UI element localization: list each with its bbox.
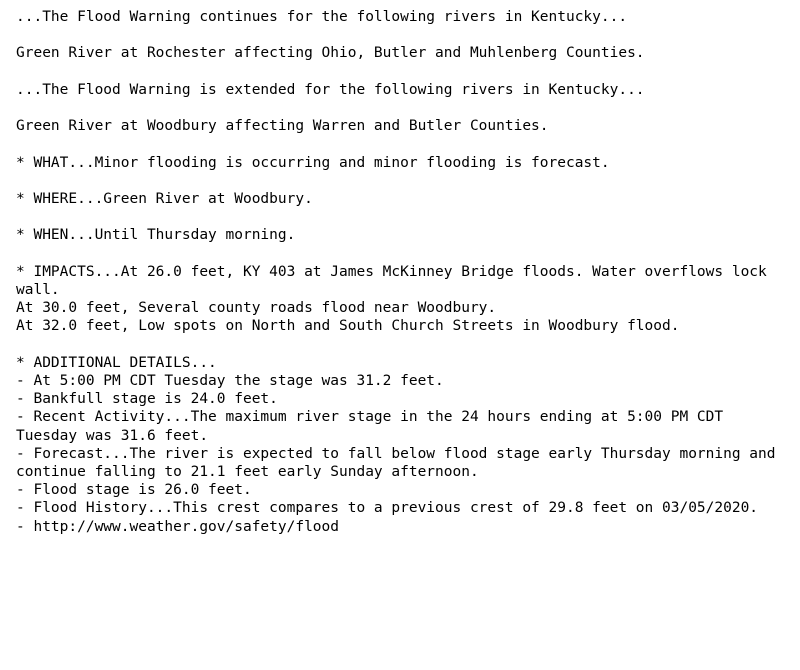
paragraph-spacer [16, 99, 784, 117]
bulletin-line: - Recent Activity...The maximum river stage in the 24 hours ending at 5:00 PM CDT Tuesday was 31.6 feet. [16, 409, 732, 444]
bulletin-line: At 32.0 feet, Low spots on North and South Church Streets in Woodbury flood. [16, 318, 680, 335]
paragraph-spacer [16, 26, 784, 44]
bulletin-line: - Flood History...This crest compares to a previous crest of 29.8 feet on 03/05/2020. [16, 500, 759, 517]
bulletin-line: ...The Flood Warning continues for the following rivers in Kentucky... [16, 9, 628, 25]
bulletin-line: * WHAT...Minor flooding is occurring and minor flooding is forecast. [16, 154, 610, 171]
bulletin-line: - At 5:00 PM CDT Tuesday the stage was 31.2 feet. [16, 372, 444, 389]
bulletin-line: - http://www.weather.gov/safety/flood [16, 518, 340, 535]
paragraph-spacer [16, 172, 784, 190]
paragraph-spacer [16, 63, 784, 81]
bulletin-line: * WHEN...Until Thursday morning. [16, 227, 296, 244]
bulletin-line: * WHERE...Green River at Woodbury. [16, 190, 313, 207]
bulletin-line: - Bankfull stage is 24.0 feet. [16, 391, 278, 408]
paragraph-spacer [16, 135, 784, 153]
bulletin-line: - Forecast...The river is expected to fall below flood stage early Thursday morning and continue falling to 21.1 feet early Sunday afternoon. [16, 445, 785, 480]
bulletin-line: At 30.0 feet, Several county roads flood near Woodbury. [16, 300, 497, 317]
bulletin-line: * ADDITIONAL DETAILS... [16, 354, 217, 371]
paragraph-spacer [16, 336, 784, 354]
bulletin-line: * IMPACTS...At 26.0 feet, KY 403 at James McKinney Bridge floods. Water overflows lock wall. [16, 263, 776, 298]
paragraph-spacer [16, 245, 784, 263]
paragraph-spacer [16, 208, 784, 226]
bulletin-line: - Flood stage is 26.0 feet. [16, 482, 252, 499]
bulletin-line: Green River at Woodbury affecting Warren and Butler Counties. [16, 118, 549, 135]
bulletin-line: ...The Flood Warning is extended for the following rivers in Kentucky... [16, 81, 645, 98]
bulletin-line: Green River at Rochester affecting Ohio, Butler and Muhlenberg Counties. [16, 45, 645, 62]
